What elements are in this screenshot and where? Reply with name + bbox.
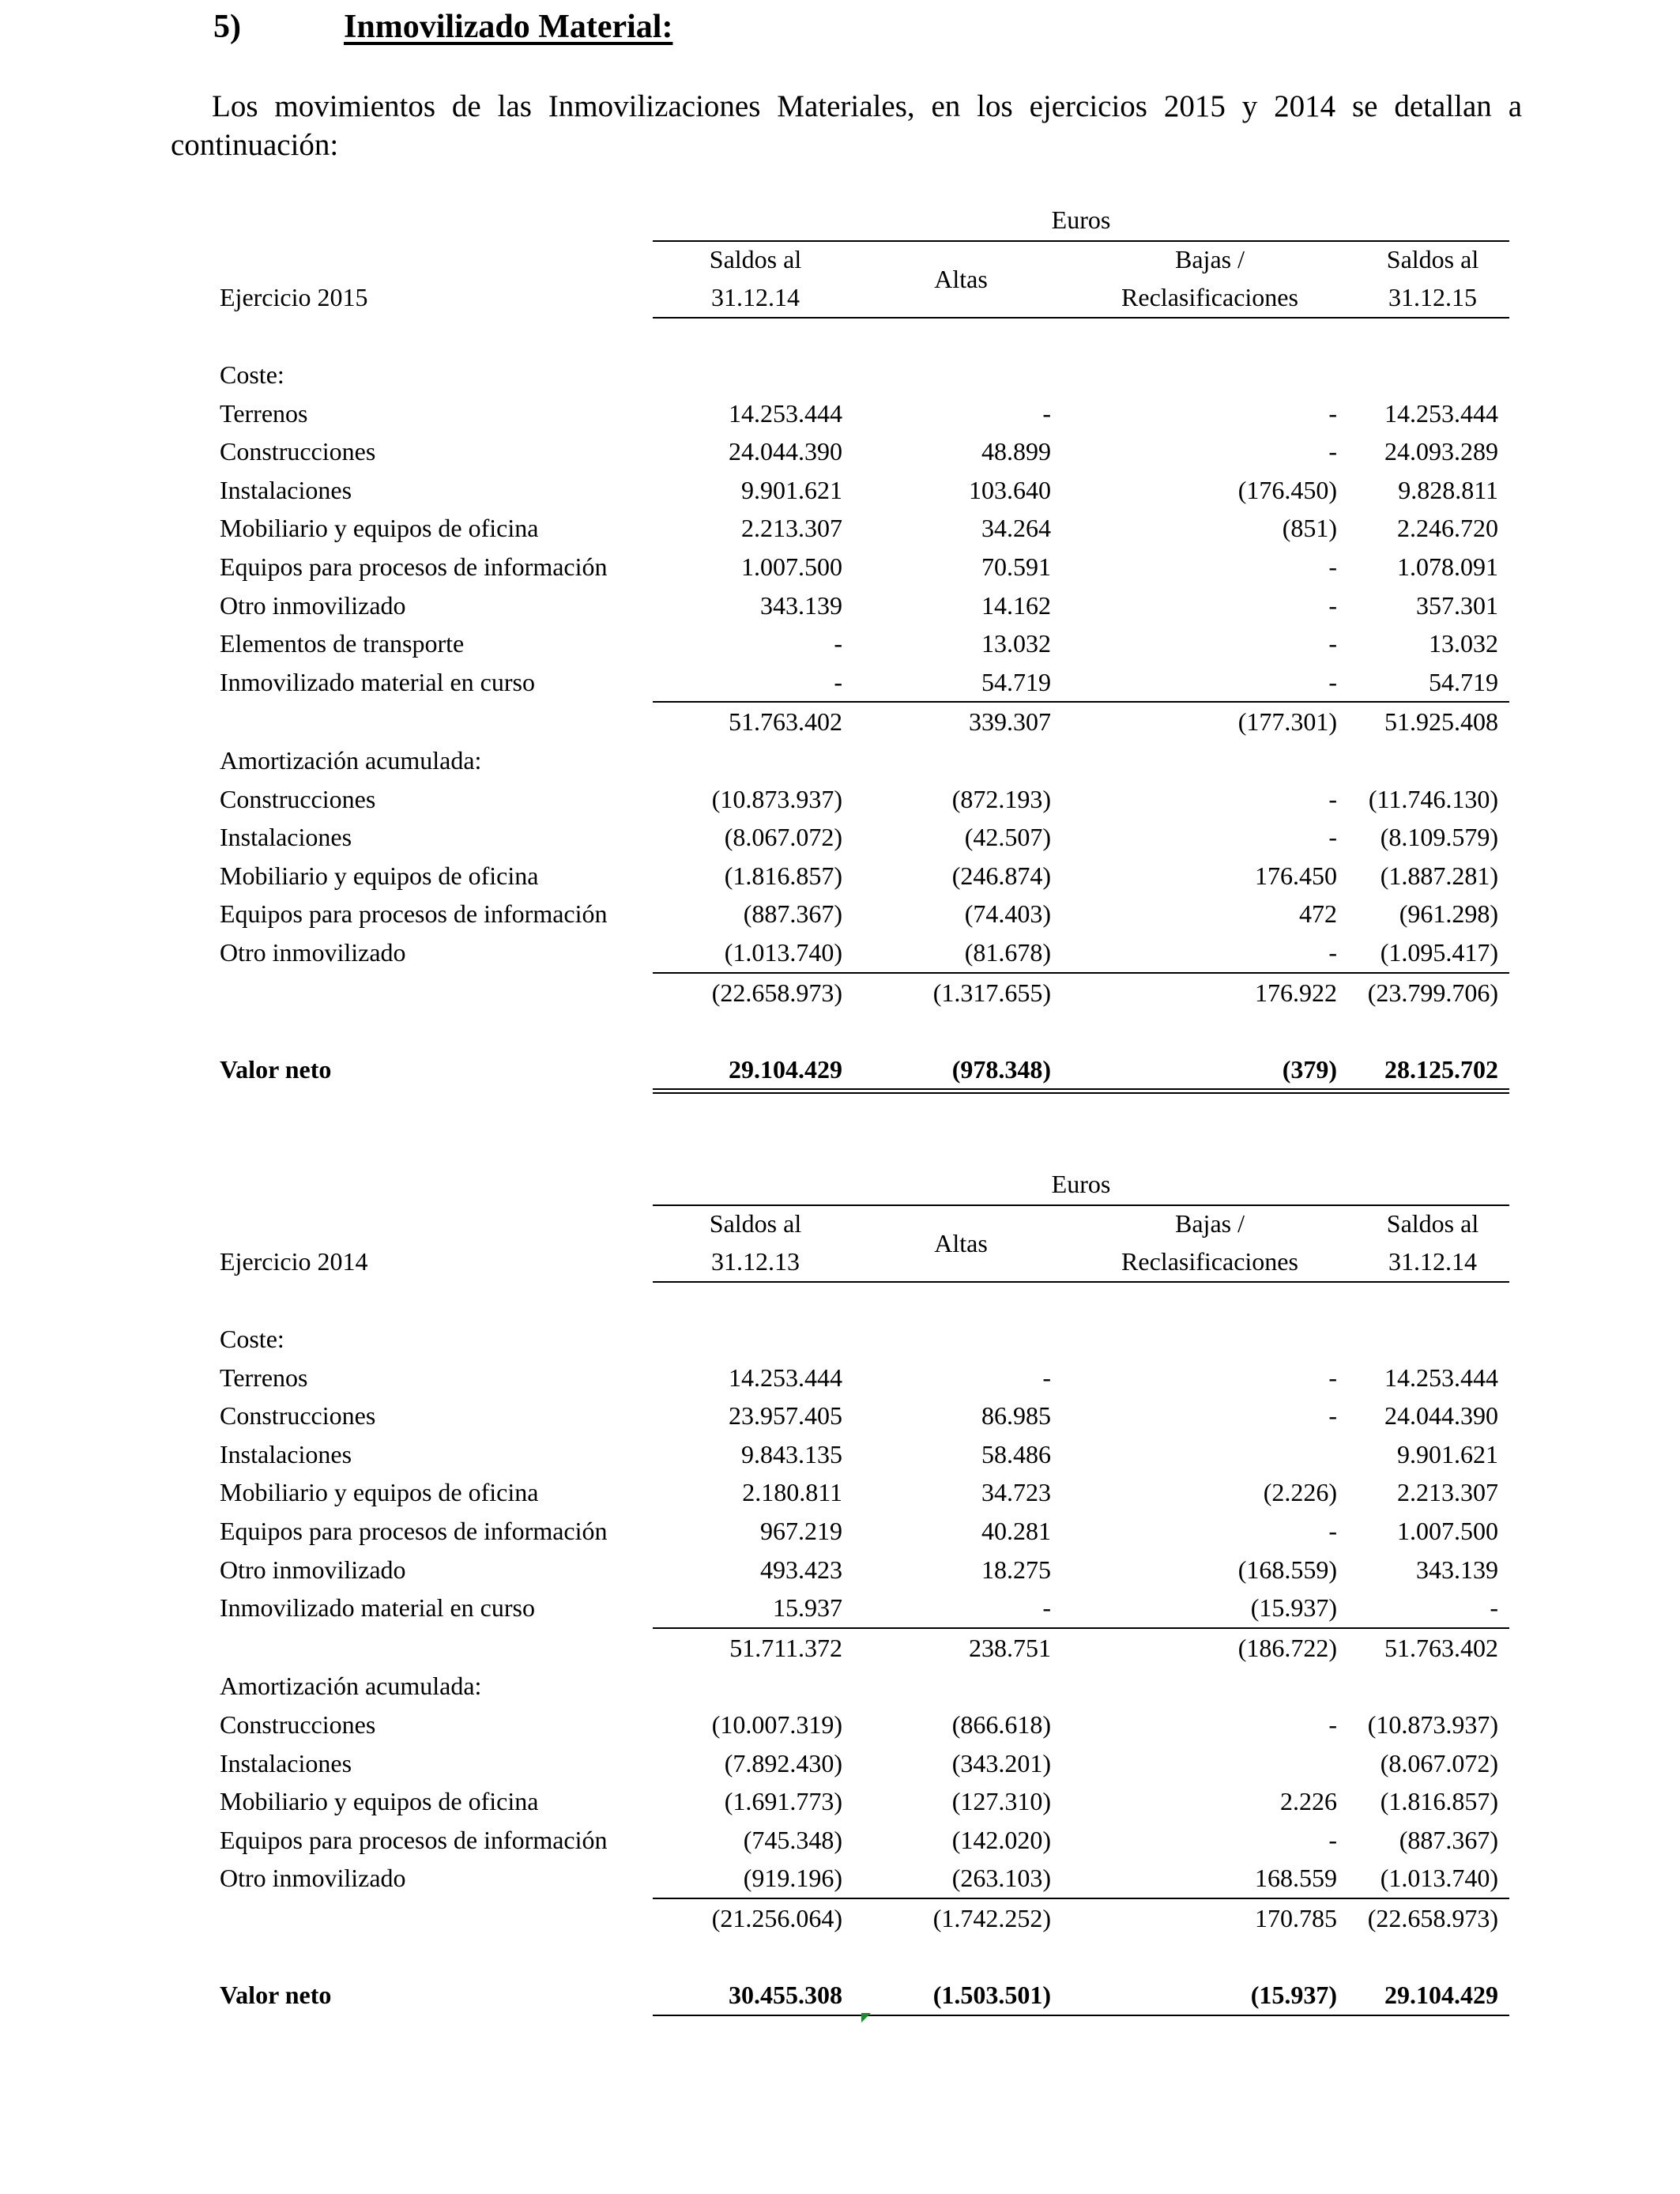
- row-label: Equipos para procesos de información: [220, 1516, 608, 1545]
- cell-c1: (10.873.937): [711, 784, 842, 813]
- col-header-opening-line2: 31.12.13: [711, 1247, 800, 1276]
- col-header-closing-line1: Saldos al: [1386, 245, 1479, 273]
- cell-c1: 23.957.405: [729, 1401, 842, 1431]
- cell-c2: (1.503.501): [932, 1981, 1051, 2010]
- row-label: Inmovilizado material en curso: [220, 1593, 535, 1623]
- table-row: [220, 780, 1509, 819]
- cell-c1: 14.253.444: [729, 1363, 842, 1392]
- cell-c1: (919.196): [743, 1864, 842, 1893]
- cell-c1: 15.937: [773, 1593, 842, 1623]
- table-row: [220, 1744, 1509, 1783]
- cost-total-row: [220, 1627, 1509, 1668]
- table-row: [220, 1821, 1509, 1860]
- cell-c2: 13.032: [981, 629, 1051, 658]
- cell-c2: 238.751: [969, 1633, 1051, 1662]
- cell-c3: -: [1328, 1825, 1337, 1854]
- cell-c4: -: [1490, 1593, 1498, 1623]
- amortization-total-row: [220, 1898, 1509, 1938]
- table-row: [220, 471, 1509, 510]
- table-row: [220, 1706, 1509, 1744]
- cell-c1: 1.007.500: [741, 552, 842, 581]
- row-label: Construcciones: [220, 1710, 376, 1739]
- table-row: [220, 1782, 1509, 1821]
- cell-c4: 2.246.720: [1397, 514, 1498, 543]
- cell-c4: (1.887.281): [1380, 861, 1498, 890]
- col-header-closing: [1356, 240, 1509, 316]
- cell-c1: 9.901.621: [741, 475, 842, 504]
- cell-c2: 48.899: [981, 437, 1051, 466]
- col-header-closing: [1356, 1204, 1509, 1280]
- cell-c2: 34.723: [981, 1478, 1051, 1507]
- cell-c3: (176.450): [1237, 475, 1337, 504]
- cell-c4: 2.213.307: [1397, 1478, 1498, 1507]
- cell-c1: (1.691.773): [724, 1787, 842, 1816]
- net-value-rule: [653, 2015, 1509, 2016]
- header-rule-bottom: [653, 1281, 1509, 1283]
- row-label: Valor neto: [220, 1981, 332, 2010]
- cell-c2: (142.020): [951, 1825, 1051, 1854]
- cell-c1: (745.348): [743, 1825, 842, 1854]
- row-label: Instalaciones: [220, 1439, 352, 1468]
- cell-c1: -: [834, 629, 842, 658]
- row-label: Inmovilizado material en curso: [220, 667, 535, 696]
- cell-c3: -: [1328, 1363, 1337, 1392]
- cell-c2: (872.193): [951, 784, 1051, 813]
- cell-c3: (851): [1282, 514, 1337, 543]
- cell-c2: (127.310): [951, 1787, 1051, 1816]
- exercise-label: Ejercicio 2015: [220, 283, 368, 311]
- cost-heading: [220, 1320, 1509, 1359]
- cell-c3: (379): [1282, 1054, 1337, 1084]
- row-label: Amortización acumulada:: [220, 1672, 482, 1701]
- row-label: Amortización acumulada:: [220, 745, 482, 775]
- col-header-closing-line2: 31.12.15: [1388, 283, 1477, 311]
- row-label: Equipos para procesos de información: [220, 552, 608, 581]
- amortization-total-row: [220, 972, 1509, 1012]
- table-row: [220, 818, 1509, 857]
- cell-c3: -: [1328, 784, 1337, 813]
- cell-c3: (15.937): [1250, 1593, 1337, 1623]
- cell-c2: 14.162: [981, 590, 1051, 620]
- col-header-closing-line1: Saldos al: [1386, 1209, 1479, 1238]
- cell-c2: (343.201): [951, 1748, 1051, 1777]
- cell-c4: 1.078.091: [1397, 552, 1498, 581]
- section-number: 5): [213, 9, 241, 45]
- col-header-bajas: [1064, 240, 1356, 316]
- cell-c1: 2.213.307: [741, 514, 842, 543]
- cell-c1: 967.219: [760, 1516, 842, 1545]
- cell-c2: 40.281: [981, 1516, 1051, 1545]
- cell-c2: -: [1042, 398, 1051, 428]
- table-row: [220, 509, 1509, 548]
- table-row: [220, 663, 1509, 702]
- cell-c1: (1.013.740): [724, 937, 842, 967]
- cell-c3: -: [1328, 590, 1337, 620]
- cell-c1: 343.139: [760, 590, 842, 620]
- table-row: [220, 586, 1509, 625]
- cell-c2: (246.874): [951, 861, 1051, 890]
- cell-c3: -: [1328, 1516, 1337, 1545]
- col-header-opening-line2: 31.12.14: [711, 283, 800, 311]
- cell-c1: (887.367): [743, 899, 842, 929]
- row-label: Construcciones: [220, 1401, 376, 1431]
- row-label: Terrenos: [220, 1363, 308, 1392]
- table-row: [220, 624, 1509, 663]
- row-label: Mobiliario y equipos de oficina: [220, 861, 539, 890]
- col-header-altas: [858, 260, 1064, 298]
- exercise-label: Ejercicio 2014: [220, 1247, 368, 1276]
- cell-c3: (2.226): [1263, 1478, 1337, 1507]
- row-label: Coste:: [220, 360, 284, 389]
- currency-header: Euros: [1051, 1170, 1111, 1198]
- cell-c1: 30.455.308: [729, 1981, 842, 2010]
- cell-c2: (42.507): [964, 823, 1051, 852]
- cell-c3: 168.559: [1255, 1864, 1337, 1893]
- cell-c3: -: [1328, 552, 1337, 581]
- cell-c2: (81.678): [964, 937, 1051, 967]
- cell-c3: -: [1328, 823, 1337, 852]
- spacer-row: [220, 1012, 1509, 1050]
- cell-c2: (74.403): [964, 899, 1051, 929]
- row-label: Otro inmovilizado: [220, 937, 406, 967]
- cell-c3: -: [1328, 437, 1337, 466]
- col-header-bajas: [1064, 1204, 1356, 1280]
- cell-c1: (22.658.973): [711, 978, 842, 1007]
- row-label: Mobiliario y equipos de oficina: [220, 1787, 539, 1816]
- cell-c3: 2.226: [1280, 1787, 1337, 1816]
- cell-c4: (23.799.706): [1367, 978, 1498, 1007]
- cell-c1: (10.007.319): [711, 1710, 842, 1739]
- cell-c4: (11.746.130): [1368, 784, 1498, 813]
- cell-c4: 51.925.408: [1384, 707, 1498, 737]
- cell-c4: 9.828.811: [1398, 475, 1498, 504]
- table-row: [220, 432, 1509, 471]
- header-rule-bottom: [653, 317, 1509, 319]
- col-header-opening-line1: Saldos al: [709, 245, 802, 273]
- col-header-altas-label: Altas: [934, 1229, 988, 1257]
- cell-c1: (8.067.072): [724, 823, 842, 852]
- table-body: [220, 356, 1509, 1094]
- cell-c2: -: [1042, 1363, 1051, 1392]
- cell-c4: 343.139: [1416, 1555, 1498, 1584]
- cell-c4: (8.109.579): [1380, 823, 1498, 852]
- cell-c4: (10.873.937): [1367, 1710, 1498, 1739]
- cell-c4: 24.044.390: [1384, 1401, 1498, 1431]
- cell-c4: 13.032: [1429, 629, 1498, 658]
- cell-c3: (168.559): [1237, 1555, 1337, 1584]
- table-row: [220, 1859, 1509, 1898]
- cell-c2: 18.275: [981, 1555, 1051, 1584]
- col-header-altas-label: Altas: [934, 265, 988, 293]
- row-label: Otro inmovilizado: [220, 1555, 406, 1584]
- cell-c3: (177.301): [1237, 707, 1337, 737]
- row-label: Equipos para procesos de información: [220, 899, 608, 929]
- row-label: Construcciones: [220, 784, 376, 813]
- cell-c4: (961.298): [1399, 899, 1498, 929]
- cell-c4: 54.719: [1429, 667, 1498, 696]
- cell-c4: 24.093.289: [1384, 437, 1498, 466]
- cell-c4: 14.253.444: [1384, 1363, 1498, 1392]
- table-row: [220, 1473, 1509, 1512]
- cell-c3: 472: [1299, 899, 1337, 929]
- cell-c2: (1.317.655): [932, 978, 1051, 1007]
- col-header-opening: [653, 1204, 858, 1280]
- cell-c4: (1.095.417): [1380, 937, 1498, 967]
- spacer-row: [220, 1938, 1509, 1977]
- row-label: Mobiliario y equipos de oficina: [220, 514, 539, 543]
- row-label: Instalaciones: [220, 475, 352, 504]
- cell-c2: 54.719: [981, 667, 1051, 696]
- cell-c2: (978.348): [951, 1054, 1051, 1084]
- col-header-closing-line2: 31.12.14: [1388, 1247, 1477, 1276]
- cell-c2: 103.640: [969, 475, 1051, 504]
- amortization-heading: [220, 1667, 1509, 1706]
- cell-c4: 357.301: [1416, 590, 1498, 620]
- table-row: [220, 1359, 1509, 1397]
- table-row: [220, 1397, 1509, 1435]
- net-value-rule: [653, 1088, 1509, 1094]
- amortization-heading: [220, 741, 1509, 780]
- cell-c2: (263.103): [951, 1864, 1051, 1893]
- cell-c3: -: [1328, 1401, 1337, 1431]
- row-label: Otro inmovilizado: [220, 1864, 406, 1893]
- cell-c1: 51.763.402: [729, 707, 842, 737]
- cell-c3: -: [1328, 667, 1337, 696]
- table-row: [220, 933, 1509, 972]
- section-title: Inmovilizado Material:: [344, 9, 673, 45]
- cell-c4: (8.067.072): [1380, 1748, 1498, 1777]
- cell-c4: 28.125.702: [1384, 1054, 1498, 1084]
- row-label: Mobiliario y equipos de oficina: [220, 1478, 539, 1507]
- cell-c4: (1.013.740): [1380, 1864, 1498, 1893]
- cell-c3: -: [1328, 937, 1337, 967]
- row-label: Instalaciones: [220, 823, 352, 852]
- cell-c1: (21.256.064): [711, 1903, 842, 1932]
- cell-c3: -: [1328, 398, 1337, 428]
- table-row: [220, 1551, 1509, 1589]
- cell-c1: 9.843.135: [741, 1439, 842, 1468]
- cell-c4: (22.658.973): [1367, 1903, 1498, 1932]
- cell-c1: 2.180.811: [742, 1478, 842, 1507]
- section-heading: [213, 8, 672, 46]
- cell-c1: -: [834, 667, 842, 696]
- col-header-bajas-line1: Bajas /: [1175, 1209, 1245, 1238]
- intro-paragraph: Los movimientos de las Inmovilizaciones Materiales, en los ejercicios 2015 y 2014 se detallan a continuación:: [171, 89, 1522, 162]
- cell-c2: 70.591: [981, 552, 1051, 581]
- cell-c4: 51.763.402: [1384, 1633, 1498, 1662]
- table-row: [220, 857, 1509, 895]
- col-header-bajas-line2: Reclasificaciones: [1121, 1247, 1298, 1276]
- cell-c4: 1.007.500: [1397, 1516, 1498, 1545]
- row-label: Terrenos: [220, 398, 308, 428]
- cell-c2: 86.985: [981, 1401, 1051, 1431]
- col-header-opening-line1: Saldos al: [709, 1209, 802, 1238]
- cell-c1: (1.816.857): [724, 861, 842, 890]
- row-label: Valor neto: [220, 1054, 332, 1084]
- cost-total-row: [220, 701, 1509, 741]
- row-label: Coste:: [220, 1325, 284, 1353]
- cost-heading: [220, 356, 1509, 394]
- col-header-bajas-line2: Reclasificaciones: [1121, 283, 1298, 311]
- cell-c3: -: [1328, 629, 1337, 658]
- cell-c1: (7.892.430): [724, 1748, 842, 1777]
- cell-c4: 29.104.429: [1384, 1981, 1498, 2010]
- col-header-bajas-line1: Bajas /: [1175, 245, 1245, 273]
- cell-c1: 493.423: [760, 1555, 842, 1584]
- table-row: [220, 1435, 1509, 1474]
- net-value-row: [220, 1976, 1509, 2015]
- cell-c2: (1.742.252): [932, 1903, 1051, 1932]
- cell-c1: 51.711.372: [729, 1633, 842, 1662]
- cell-c2: 339.307: [969, 707, 1051, 737]
- row-label: Instalaciones: [220, 1748, 352, 1777]
- cell-c3: (15.937): [1250, 1981, 1337, 2010]
- cell-c2: 34.264: [981, 514, 1051, 543]
- table-body: [220, 1320, 1509, 2016]
- cell-c2: (866.618): [951, 1710, 1051, 1739]
- cell-c3: 176.450: [1255, 861, 1337, 890]
- net-value-row: [220, 1050, 1509, 1089]
- cell-comment-marker: [861, 2013, 871, 2022]
- currency-header: Euros: [1051, 205, 1111, 234]
- cell-c3: (186.722): [1237, 1633, 1337, 1662]
- row-label: Otro inmovilizado: [220, 590, 406, 620]
- row-label: Construcciones: [220, 437, 376, 466]
- cell-c3: -: [1328, 1710, 1337, 1739]
- table-row: [220, 895, 1509, 933]
- cell-c2: -: [1042, 1593, 1051, 1623]
- cell-c4: (1.816.857): [1380, 1787, 1498, 1816]
- table-row: [220, 394, 1509, 433]
- cell-c1: 24.044.390: [729, 437, 842, 466]
- table-row: [220, 1589, 1509, 1627]
- cell-c1: 14.253.444: [729, 398, 842, 428]
- cell-c1: 29.104.429: [729, 1054, 842, 1084]
- cell-c4: (887.367): [1399, 1825, 1498, 1854]
- cell-c4: 14.253.444: [1384, 398, 1498, 428]
- row-label: Elementos de transporte: [220, 629, 465, 658]
- cell-c2: 58.486: [981, 1439, 1051, 1468]
- cell-c4: 9.901.621: [1397, 1439, 1498, 1468]
- row-label: Equipos para procesos de información: [220, 1825, 608, 1854]
- table-row: [220, 548, 1509, 586]
- col-header-altas: [858, 1224, 1064, 1262]
- cell-c3: 170.785: [1255, 1903, 1337, 1932]
- table-row: [220, 1512, 1509, 1551]
- col-header-opening: [653, 240, 858, 316]
- cell-c3: 176.922: [1255, 978, 1337, 1007]
